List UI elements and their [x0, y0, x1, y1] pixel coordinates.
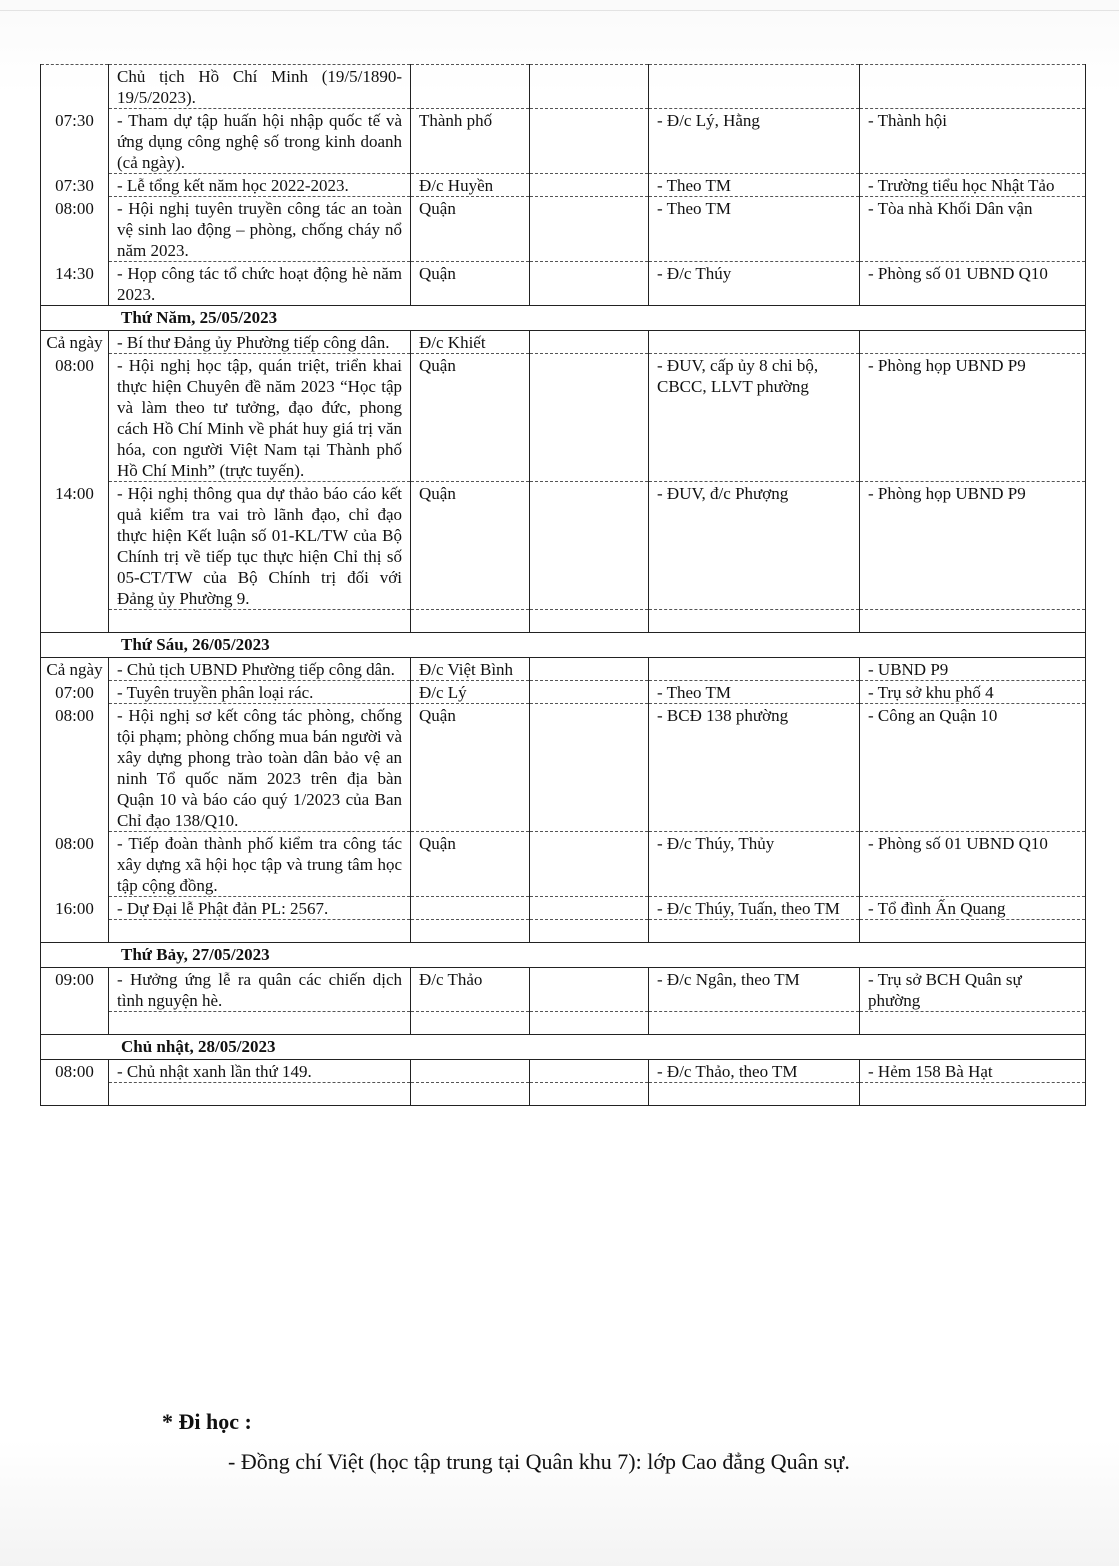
chair-cell: Đ/c Lý: [411, 681, 530, 704]
blank-cell: [530, 109, 649, 174]
location-cell: - Phòng họp UBND P9: [860, 482, 1086, 610]
schedule-table: [40, 64, 1086, 1106]
empty-cell: [649, 1012, 860, 1035]
blank-cell: [530, 897, 649, 920]
chair-cell: Quận: [411, 262, 530, 306]
participants-cell: - BCĐ 138 phường: [649, 704, 860, 832]
participants-cell: - ĐUV, đ/c Phượng: [649, 482, 860, 610]
notes-line: - Đồng chí Việt (học tập trung tại Quân khu 7): lớp Cao đẳng Quân sự.: [228, 1449, 850, 1474]
participants-cell: [649, 331, 860, 354]
content-cell: - Hội nghị sơ kết công tác phòng, chống tội phạm; phòng chống mua bán người và xây dựng phong trào toàn dân bảo vệ an ninh Tổ quốc năm 2023 trên địa bàn Quận 10 và báo cáo quý 1/2023 của Ban Chỉ đạo 138/Q10.: [109, 704, 411, 832]
time-cell: 14:30: [41, 262, 109, 306]
content-cell: - Hội nghị học tập, quán triệt, triển khai thực hiện Chuyên đề năm 2023 “Học tập và làm theo tư tưởng, đạo đức, phong cách Hồ Chí Minh về phát huy giá trị văn hóa, con người Việt Nam tại Thành phố Hồ Chí Minh” (trực tuyến).: [109, 354, 411, 482]
day-header-row: [41, 633, 1086, 658]
chair-cell: Đ/c Khiết: [411, 331, 530, 354]
empty-row: [41, 1083, 1086, 1106]
day-header-saturday: Thứ Bảy, 27/05/2023: [41, 943, 1086, 968]
participants-cell: - Đ/c Ngân, theo TM: [649, 968, 860, 1012]
empty-cell: [109, 920, 411, 943]
participants-cell: - Đ/c Thúy, Tuấn, theo TM: [649, 897, 860, 920]
table-row: [41, 1060, 1086, 1083]
empty-row: [41, 920, 1086, 943]
table-row: [41, 174, 1086, 197]
participants-cell: - Đ/c Lý, Hằng: [649, 109, 860, 174]
content-cell: - Tham dự tập huấn hội nhập quốc tế và ứng dụng công nghệ số trong kinh doanh (cả ngày).: [109, 109, 411, 174]
location-cell: - Thành hội: [860, 109, 1086, 174]
empty-cell: [411, 920, 530, 943]
table-row: [41, 658, 1086, 681]
location-cell: - Tòa nhà Khối Dân vận: [860, 197, 1086, 262]
empty-cell: [649, 610, 860, 633]
participants-cell: - Theo TM: [649, 681, 860, 704]
empty-row: [41, 1012, 1086, 1035]
participants-cell: [649, 65, 860, 109]
blank-cell: [530, 658, 649, 681]
time-cell: 07:30: [41, 174, 109, 197]
time-cell: 08:00: [41, 354, 109, 482]
empty-cell: [109, 610, 411, 633]
time-cell: 08:00: [41, 704, 109, 832]
chair-cell: Đ/c Huyền: [411, 174, 530, 197]
table-row: [41, 832, 1086, 897]
content-cell: - Hưởng ứng lễ ra quân các chiến dịch tình nguyện hè.: [109, 968, 411, 1012]
time-cell: Cả ngày: [41, 658, 109, 681]
content-cell: - Hội nghị tuyên truyền công tác an toàn vệ sinh lao động – phòng, chống cháy nổ năm 2023.: [109, 197, 411, 262]
content-cell: - Lễ tổng kết năm học 2022-2023.: [109, 174, 411, 197]
empty-cell: [530, 1012, 649, 1035]
time-cell: Cả ngày: [41, 331, 109, 354]
notes-section: [162, 1406, 850, 1478]
day-header-sunday: Chủ nhật, 28/05/2023: [41, 1035, 1086, 1060]
empty-cell: [649, 920, 860, 943]
content-cell: - Tuyên truyền phân loại rác.: [109, 681, 411, 704]
location-cell: - Phòng số 01 UBND Q10: [860, 832, 1086, 897]
content-cell: Chủ tịch Hồ Chí Minh (19/5/1890-19/5/2023).: [109, 65, 411, 109]
table-row: [41, 109, 1086, 174]
empty-cell: [411, 1083, 530, 1106]
time-cell: 09:00: [41, 968, 109, 1012]
blank-cell: [530, 197, 649, 262]
empty-cell: [530, 610, 649, 633]
time-cell: 08:00: [41, 1060, 109, 1083]
location-cell: - Phòng họp UBND P9: [860, 354, 1086, 482]
location-cell: - Tổ đình Ấn Quang: [860, 897, 1086, 920]
blank-cell: [530, 681, 649, 704]
empty-cell: [649, 1083, 860, 1106]
blank-cell: [530, 65, 649, 109]
chair-cell: Quận: [411, 197, 530, 262]
empty-cell: [860, 610, 1086, 633]
chair-cell: Đ/c Thảo: [411, 968, 530, 1012]
location-cell: - Hẻm 158 Bà Hạt: [860, 1060, 1086, 1083]
time-cell: 08:00: [41, 197, 109, 262]
chair-cell: Quận: [411, 354, 530, 482]
notes-title: * Đi học :: [162, 1409, 252, 1434]
location-cell: [860, 331, 1086, 354]
content-cell: - Hội nghị thông qua dự thảo báo cáo kết quả kiểm tra vai trò lãnh đạo, chỉ đạo thực hiện Kết luận số 01-KL/TW của Bộ Chính trị về tiếp tục thực hiện Chỉ thị số 05-CT/TW của Bộ Chính trị đối với Đảng ủy Phường 9.: [109, 482, 411, 610]
time-cell: 08:00: [41, 832, 109, 897]
chair-cell: [411, 897, 530, 920]
day-header-row: [41, 1035, 1086, 1060]
table-row: [41, 897, 1086, 920]
empty-cell: [860, 1012, 1086, 1035]
time-cell: 14:00: [41, 482, 109, 610]
time-cell: 07:00: [41, 681, 109, 704]
participants-cell: [649, 658, 860, 681]
empty-cell: [109, 1012, 411, 1035]
time-cell: 16:00: [41, 897, 109, 920]
participants-cell: - Theo TM: [649, 197, 860, 262]
time-cell: 07:30: [41, 109, 109, 174]
table-row: [41, 262, 1086, 306]
location-cell: - Công an Quận 10: [860, 704, 1086, 832]
table-row: [41, 354, 1086, 482]
participants-cell: - Đ/c Thảo, theo TM: [649, 1060, 860, 1083]
day-header-row: [41, 943, 1086, 968]
blank-cell: [530, 1060, 649, 1083]
table-row: [41, 65, 1086, 109]
chair-cell: [411, 1060, 530, 1083]
empty-cell: [411, 610, 530, 633]
empty-cell: [41, 1083, 109, 1106]
content-cell: - Họp công tác tổ chức hoạt động hè năm 2023.: [109, 262, 411, 306]
participants-cell: - Theo TM: [649, 174, 860, 197]
empty-cell: [530, 1083, 649, 1106]
location-cell: [860, 65, 1086, 109]
empty-cell: [41, 1012, 109, 1035]
empty-cell: [530, 920, 649, 943]
participants-cell: - Đ/c Thúy, Thủy: [649, 832, 860, 897]
blank-cell: [530, 482, 649, 610]
chair-cell: Quận: [411, 704, 530, 832]
chair-cell: Quận: [411, 482, 530, 610]
location-cell: - Phòng số 01 UBND Q10: [860, 262, 1086, 306]
location-cell: - Trường tiểu học Nhật Tảo: [860, 174, 1086, 197]
empty-cell: [860, 1083, 1086, 1106]
participants-cell: - ĐUV, cấp ủy 8 chi bộ, CBCC, LLVT phường: [649, 354, 860, 482]
blank-cell: [530, 832, 649, 897]
day-header-row: [41, 306, 1086, 331]
participants-cell: - Đ/c Thúy: [649, 262, 860, 306]
empty-row: [41, 610, 1086, 633]
day-header-thursday: Thứ Năm, 25/05/2023: [41, 306, 1086, 331]
empty-cell: [411, 1012, 530, 1035]
blank-cell: [530, 968, 649, 1012]
location-cell: - Trụ sở BCH Quân sự phường: [860, 968, 1086, 1012]
location-cell: - UBND P9: [860, 658, 1086, 681]
table-row: [41, 968, 1086, 1012]
chair-cell: [411, 65, 530, 109]
empty-cell: [41, 920, 109, 943]
table-row: [41, 197, 1086, 262]
chair-cell: Thành phố: [411, 109, 530, 174]
table-row: [41, 704, 1086, 832]
blank-cell: [530, 354, 649, 482]
content-cell: - Tiếp đoàn thành phố kiểm tra công tác xây dựng xã hội học tập và trung tâm học tập cộng đồng.: [109, 832, 411, 897]
chair-cell: Đ/c Việt Bình: [411, 658, 530, 681]
location-cell: - Trụ sở khu phố 4: [860, 681, 1086, 704]
blank-cell: [530, 262, 649, 306]
empty-cell: [41, 610, 109, 633]
blank-cell: [530, 331, 649, 354]
blank-cell: [530, 704, 649, 832]
empty-cell: [109, 1083, 411, 1106]
empty-cell: [860, 920, 1086, 943]
table-row: [41, 681, 1086, 704]
chair-cell: Quận: [411, 832, 530, 897]
time-cell: [41, 65, 109, 109]
content-cell: - Chủ tịch UBND Phường tiếp công dân.: [109, 658, 411, 681]
day-header-friday: Thứ Sáu, 26/05/2023: [41, 633, 1086, 658]
content-cell: - Dự Đại lễ Phật đản PL: 2567.: [109, 897, 411, 920]
table-row: [41, 331, 1086, 354]
content-cell: - Bí thư Đảng ủy Phường tiếp công dân.: [109, 331, 411, 354]
table-row: [41, 482, 1086, 610]
content-cell: - Chủ nhật xanh lần thứ 149.: [109, 1060, 411, 1083]
blank-cell: [530, 174, 649, 197]
